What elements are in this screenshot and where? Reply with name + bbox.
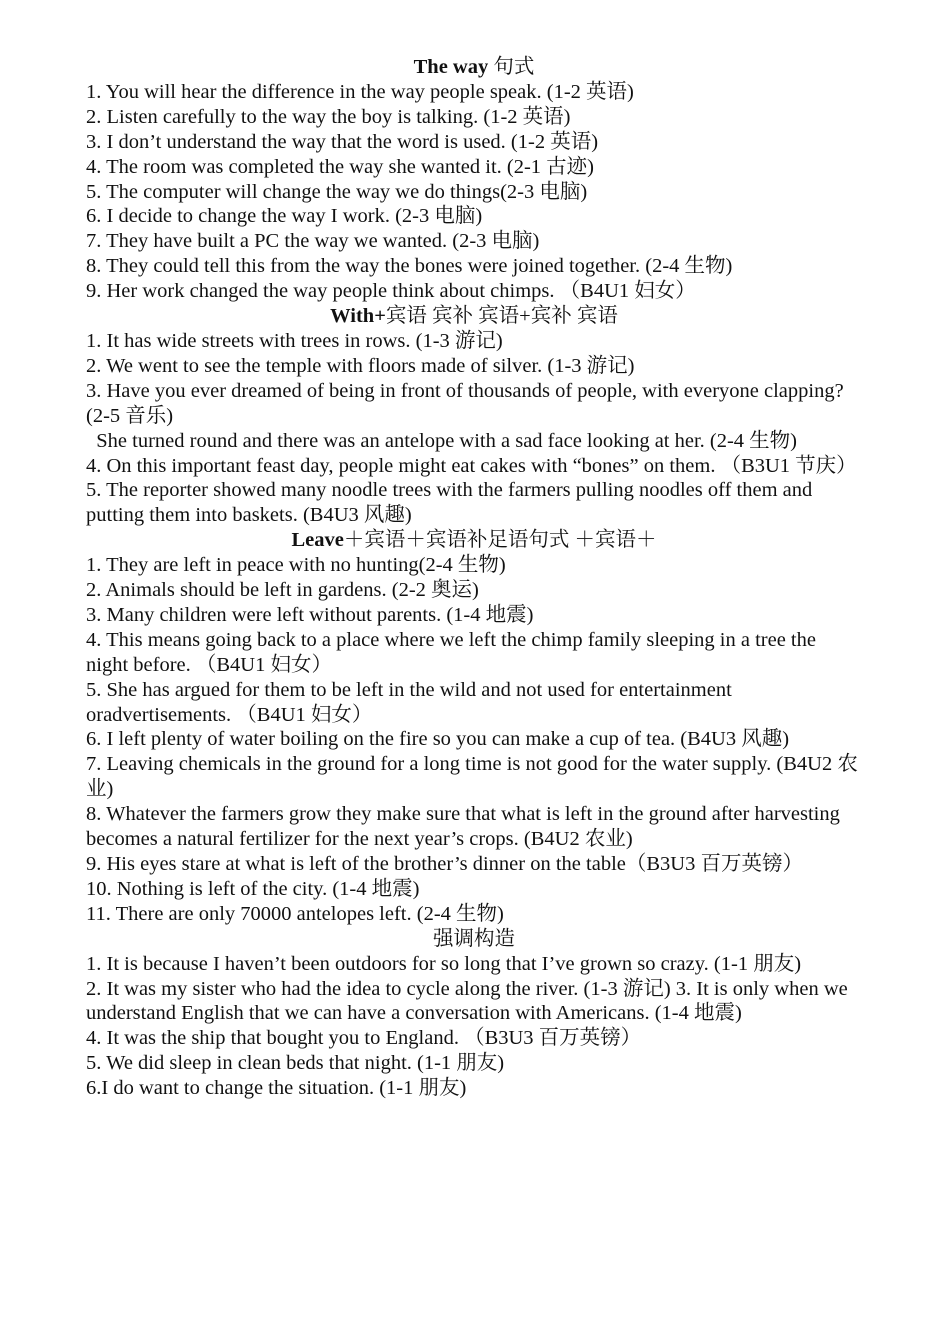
sentence-line: She turned round and there was an antelope with a sad face looking at her. (2-4 生物) <box>86 429 798 452</box>
sentence-line: 7. They have built a PC the way we wanted. (2-3 电脑) <box>86 230 540 253</box>
sentence-line: 6. I decide to change the way I work. (2-3 电脑) <box>86 205 483 228</box>
heading-rest: 宾语 宾补 宾语+宾补 宾语 <box>385 305 618 328</box>
sentence-line: 1. You will hear the difference in the way people speak. (1-2 英语) <box>86 80 634 103</box>
section-heading-with <box>86 304 862 329</box>
sentence-line: 8. They could tell this from the way the bones were joined together. (2-4 生物) <box>86 255 733 278</box>
sentence-line: 4. The room was completed the way she wanted it. (2-1 古迹) <box>86 155 595 178</box>
sentence-line: 10. Nothing is left of the city. (1-4 地震) <box>86 877 420 900</box>
heading-rest: 强调构造 <box>433 927 515 950</box>
sentence-line: 9. Her work changed the way people think about chimps. （B4U1 妇女） <box>86 280 696 303</box>
sentence-line: 3. I don’t understand the way that the word is used. (1-2 英语) <box>86 130 599 153</box>
sentence-line: 5. She has argued for them to be left in the wild and not used for entertainment oradvertisements. （B4U1 妇女） <box>86 678 732 726</box>
heading-bold: With+ <box>330 305 386 328</box>
section-heading-emphasis <box>86 927 862 952</box>
sentence-line: 3. Have you ever dreamed of being in front of thousands of people, with everyone clapping? (2-5 音乐) <box>86 379 844 427</box>
heading-bold: Leave <box>291 529 344 552</box>
sentence-line: 1. They are left in peace with no hunting(2-4 生物) <box>86 554 506 577</box>
sentence-line: 9. His eyes stare at what is left of the brother’s dinner on the table（B3U3 百万英镑） <box>86 853 803 875</box>
sentence-line: 2. Animals should be left in gardens. (2-2 奥运) <box>86 579 479 602</box>
heading-rest: ＋宾语＋宾语补足语句式 ＋宾语＋ <box>343 529 657 552</box>
sentence-line: 3. Many children were left without parents. (1-4 地震) <box>86 603 534 626</box>
sentence-line: 8. Whatever the farmers grow they make sure that what is left in the ground after harvesting becomes a natural fertilizer for the next year’s crops. (B4U2 农业) <box>86 803 840 851</box>
sentence-line: 6.I do want to change the situation. (1-1 朋友) <box>86 1077 467 1100</box>
document-page <box>86 55 862 1101</box>
sentence-line: 11. There are only 70000 antelopes left. (2-4 生物) <box>86 902 504 925</box>
sentence-line: 2. It was my sister who had the idea to cycle along the river. (1-3 游记) 3. It is only when we understand English that we can have a conversation with Americans. (1-4 地震) <box>86 977 848 1025</box>
sentence-line: 7. Leaving chemicals in the ground for a long time is not good for the water supply. (B4U2 农业) <box>86 753 858 801</box>
section-heading-the-way <box>86 55 862 80</box>
section-heading-leave <box>86 528 862 553</box>
heading-bold: The way <box>413 56 489 78</box>
sentence-line: 4. It was the ship that bought you to England. （B3U3 百万英镑） <box>86 1027 642 1050</box>
sentence-line: 5. The reporter showed many noodle trees with the farmers pulling noodles off them and putting them into baskets. (B4U3 风趣) <box>86 479 813 527</box>
sentence-line: 6. I left plenty of water boiling on the fire so you can make a cup of tea. (B4U3 风趣) <box>86 728 790 751</box>
sentence-line: 5. We did sleep in clean beds that night. (1-1 朋友) <box>86 1052 505 1075</box>
sentence-line: 2. Listen carefully to the way the boy is talking. (1-2 英语) <box>86 105 571 128</box>
sentence-line: 4. This means going back to a place where we left the chimp family sleeping in a tree the night before. （B4U1 妇女） <box>86 628 816 676</box>
sentence-line: 1. It has wide streets with trees in rows. (1-3 游记) <box>86 329 503 352</box>
sentence-line: 2. We went to see the temple with floors made of silver. (1-3 游记) <box>86 354 635 377</box>
heading-rest: 句式 <box>488 56 535 78</box>
sentence-line: 4. On this important feast day, people might eat cakes with “bones” on them. （B3U1 节庆） <box>86 454 857 477</box>
sentence-line: 5. The computer will change the way we do things(2-3 电脑) <box>86 180 588 203</box>
sentence-line: 1. It is because I haven’t been outdoors for so long that I’ve grown so crazy. (1-1 朋友) <box>86 952 802 975</box>
